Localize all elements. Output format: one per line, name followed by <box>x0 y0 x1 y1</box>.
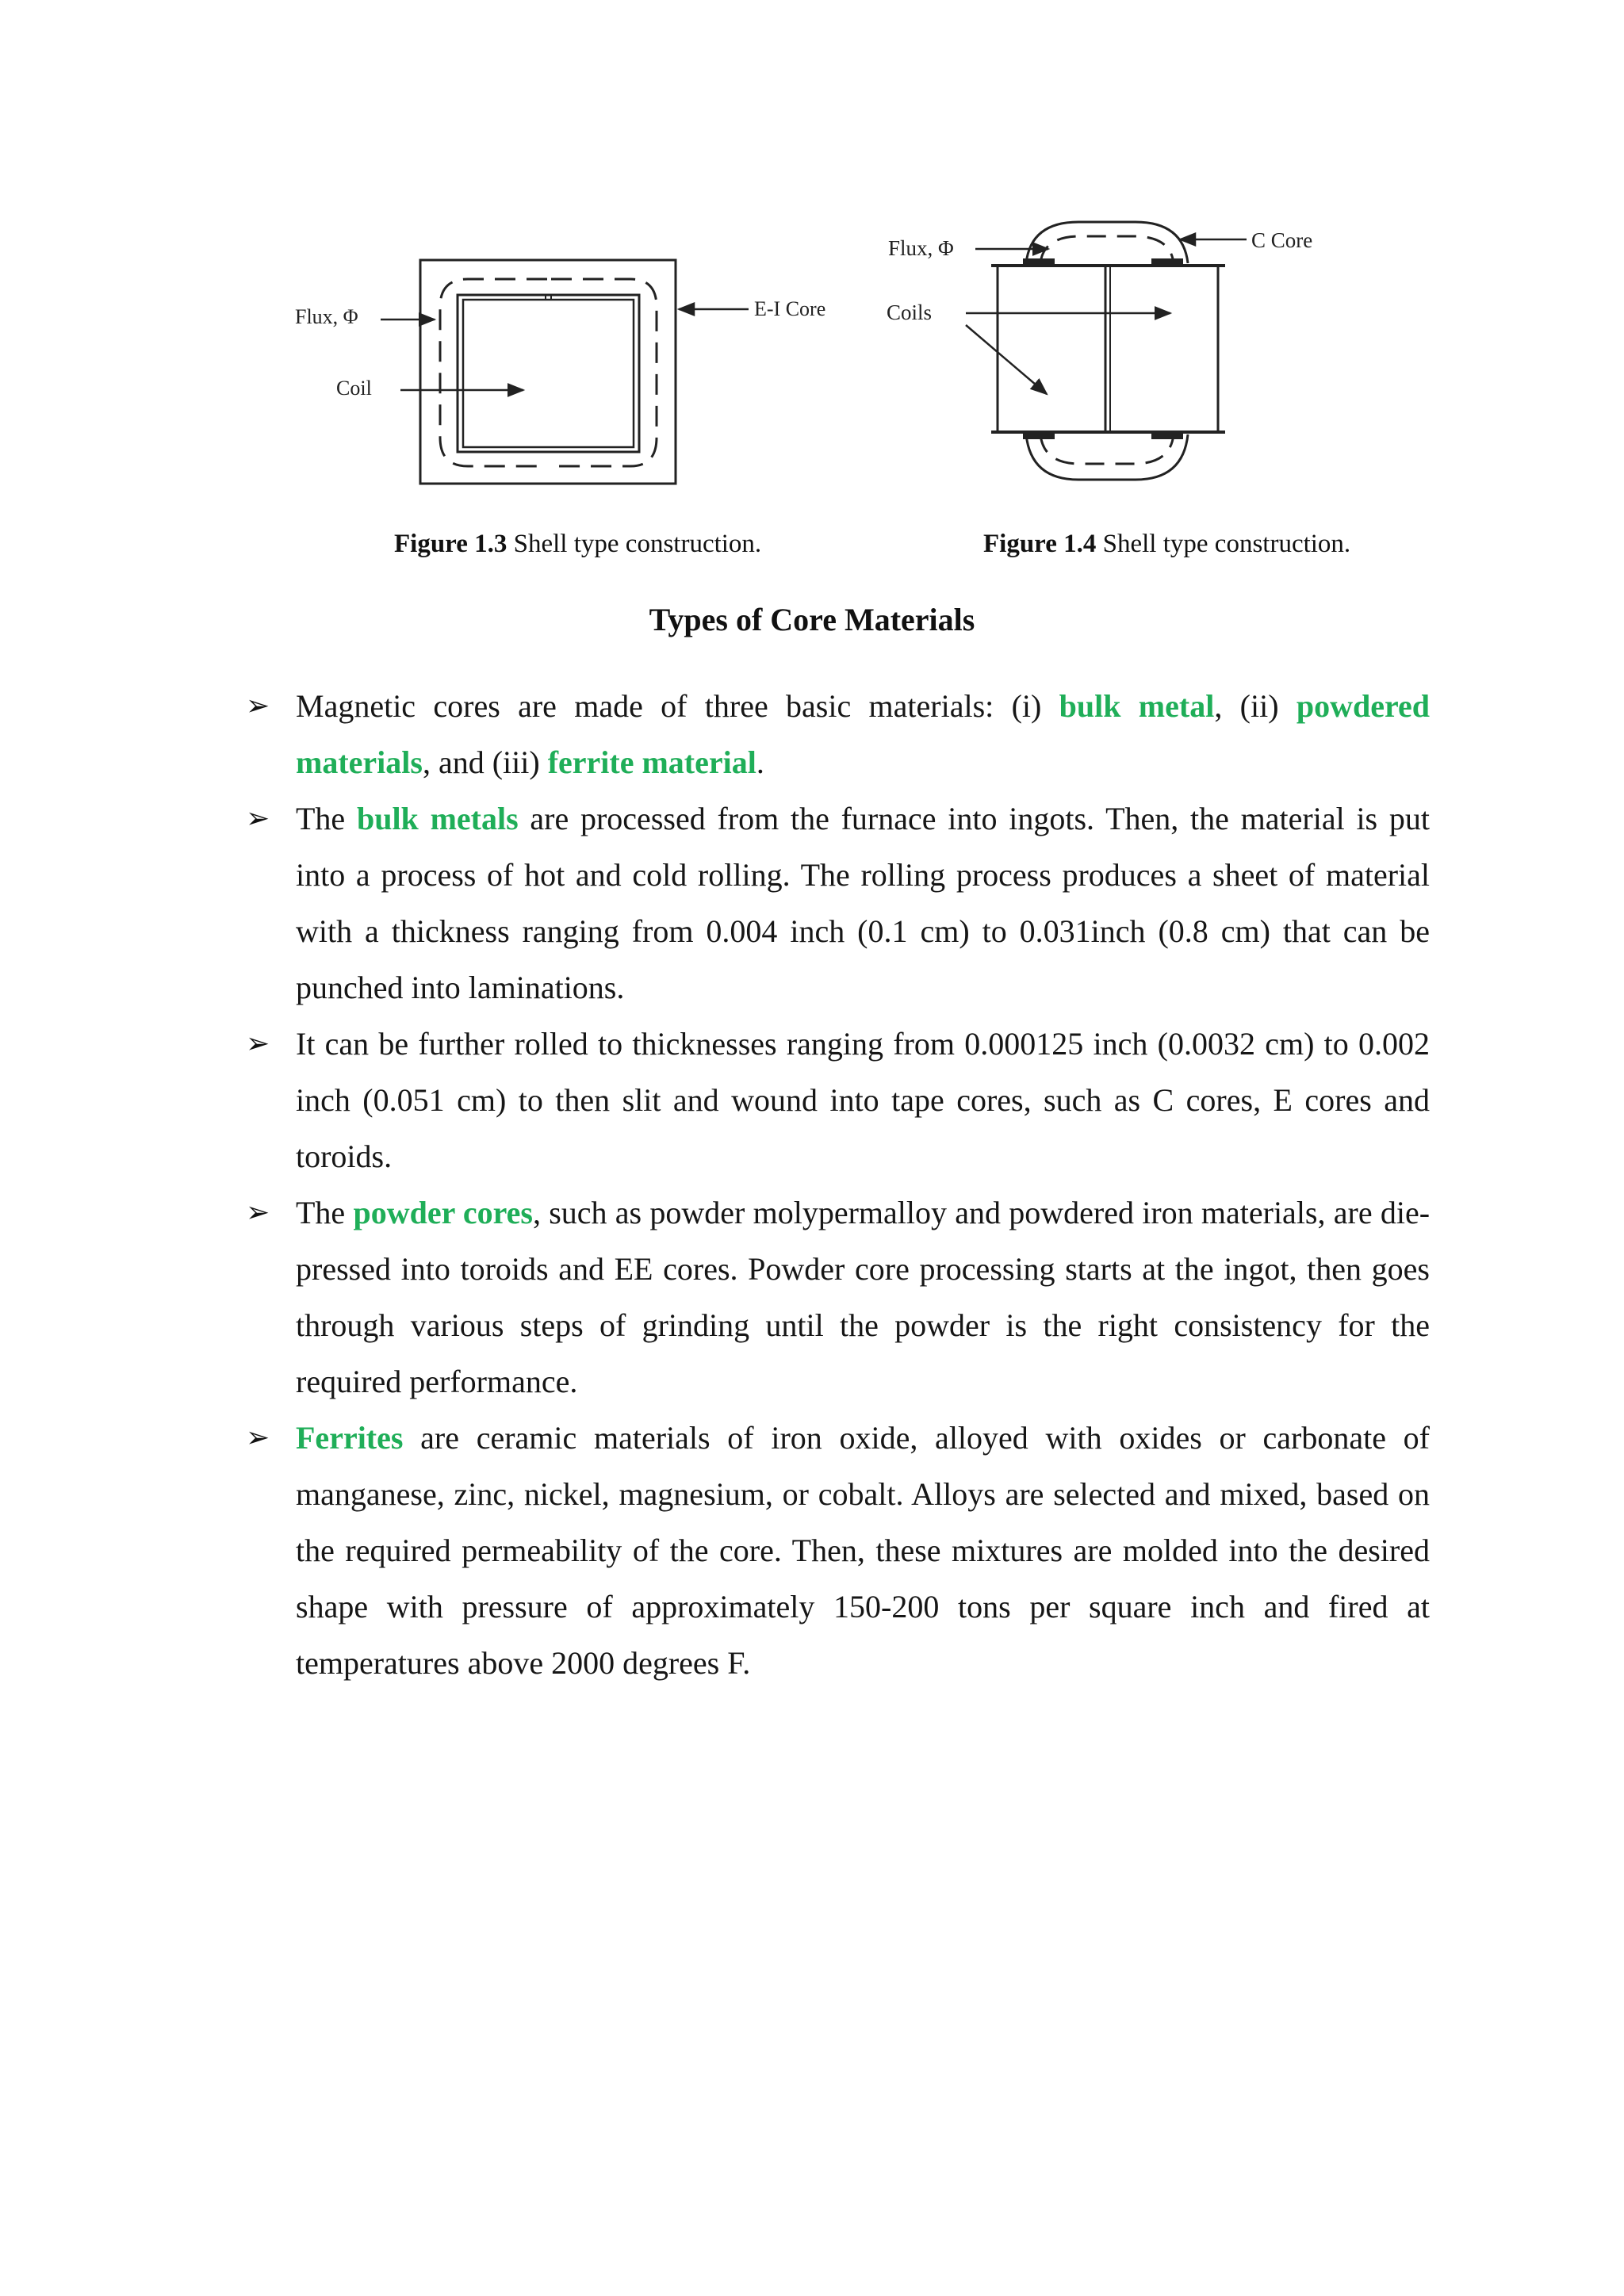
coil-label: Coil <box>336 377 372 400</box>
coils-leader-a <box>966 325 1047 394</box>
highlight-term: powdered materials <box>296 688 1430 780</box>
bullet-text: Magnetic cores are made of three basic materials: (i) <box>296 688 1059 724</box>
figure-1-3-caption-text: Shell type construction. <box>507 530 762 558</box>
bullet-item <box>244 1410 1430 1691</box>
flux-path-right <box>551 279 657 466</box>
bullet-text: The <box>296 801 357 836</box>
ccore-label: C Core <box>1251 228 1313 252</box>
figure-1-3-caption-number: Figure 1.3 <box>394 530 508 558</box>
figure-1-4-caption <box>983 530 1350 559</box>
highlight-term: bulk metal <box>1059 688 1215 724</box>
figure-1-3-diagram <box>0 0 872 515</box>
bullet-text: , such as powder molypermalloy and powdered iron materials, are die-pressed into toroids and EE cores. Powder core processing starts at the ingot, then goes through various steps of grinding until the powder is the right consistency for the required performance. <box>296 1195 1431 1399</box>
figure-1-4-caption-text: Shell type construction. <box>1096 530 1351 558</box>
coils-block <box>998 266 1218 432</box>
figure-1-4-caption-number: Figure 1.4 <box>983 530 1097 558</box>
flux-label: Flux, Φ <box>295 305 358 328</box>
bullet-text: are processed from the furnace into ingots. Then, the material is put into a process of hot and cold rolling. The rolling process produces a sheet of material with a thickness ranging from 0.004 inch (0.1 cm) to 0.031inch (0.8 cm) that can be punched into laminations. <box>296 801 1430 1005</box>
section-title: Types of Core Materials <box>649 602 975 637</box>
arrowhead-bullet-icon: ➢ <box>246 1027 270 1060</box>
highlight-term: Ferrites <box>296 1420 404 1456</box>
highlight-term: bulk metals <box>356 801 519 836</box>
bullet-text: . <box>756 744 764 780</box>
coils-label: Coils <box>887 300 933 324</box>
highlight-term: ferrite material <box>547 744 756 780</box>
arrowhead-bullet-icon: ➢ <box>246 802 270 835</box>
bullet-text: , and (iii) <box>422 744 548 780</box>
arrowhead-bullet-icon: ➢ <box>246 1422 270 1454</box>
coil-inner <box>463 300 634 447</box>
figure-1-3-caption <box>394 530 761 559</box>
coil-outer <box>458 295 639 452</box>
core-label: E-I Core <box>754 297 826 320</box>
highlight-term: powder cores <box>353 1195 533 1230</box>
bullet-text: It can be further rolled to thicknesses ranging from 0.000125 inch (0.0032 cm) to 0.002 inch (0.051 cm) to then slit and wound into tape cores, such as C cores, E cores and toroids. <box>296 1026 1430 1174</box>
arrowhead-bullet-icon: ➢ <box>246 690 270 722</box>
flux-label-2: Flux, Φ <box>888 236 954 260</box>
bullet-text: are ceramic materials of iron oxide, alloyed with oxides or carbonate of manganese, zinc, nickel, magnesium, or cobalt. Alloys are selected and mixed, based on the required permeability of the core. Then, these mixtures are molded into the desired shape with pressure of approximately 150-200 tons per square inch and fired at temperatures above 2000 degrees F. <box>296 1420 1430 1681</box>
bullet-list <box>244 678 1430 1691</box>
bullet-item <box>244 1184 1430 1410</box>
c-core-top <box>1026 222 1188 263</box>
bullet-text: The <box>296 1195 354 1230</box>
bullet-item <box>244 1016 1430 1184</box>
bullet-item <box>244 678 1430 790</box>
arrowhead-bullet-icon: ➢ <box>246 1196 270 1229</box>
bullet-item <box>244 790 1430 1016</box>
flux-path-left <box>440 279 547 466</box>
c-core-bottom <box>1026 434 1188 480</box>
bullet-text: , (ii) <box>1214 688 1297 724</box>
figure-1-4-diagram <box>833 0 1624 515</box>
